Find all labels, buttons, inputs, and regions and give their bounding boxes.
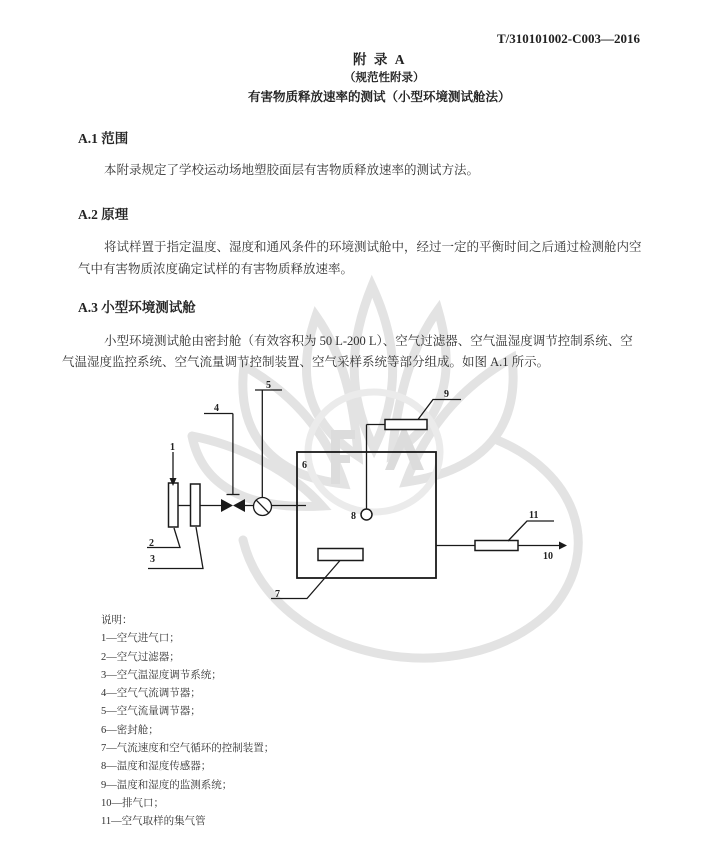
figure-label-9: 9 — [444, 389, 449, 400]
legend-item-1: 1—空气进气口； — [101, 633, 180, 645]
legend-title: 说明： — [101, 615, 133, 626]
section-a1-heading: A.1 范围 — [78, 131, 129, 146]
figure-label-1: 1 — [170, 442, 175, 453]
temp-humidity-sensor-circle — [361, 509, 372, 520]
figure-label-8: 8 — [351, 511, 356, 522]
section-a3-heading: A.3 小型环境测试舱 — [78, 300, 196, 315]
figure-legend — [101, 612, 274, 832]
figure-label-10: 10 — [543, 551, 553, 562]
sampling-tube-rect — [475, 541, 518, 551]
circulation-control-rect — [318, 549, 363, 561]
appendix-normative-subtitle: （规范性附录） — [344, 72, 425, 84]
section-a3-line1: 小型环境测试舱由密封舱（有效容积为 50 L-200 L）、空气过滤器、空气温湿度调节控制系统、空 — [104, 334, 633, 348]
figure-label-6: 6 — [302, 460, 307, 471]
legend-item-11: 11—空气取样的集气管 — [101, 816, 206, 828]
legend-item-10: 10—排气口； — [101, 797, 164, 809]
figure-label-5: 5 — [266, 380, 271, 391]
figure-label-3: 3 — [150, 554, 155, 565]
legend-item-6: 6—密封舱； — [101, 724, 159, 736]
section-a1-body: 本附录规定了学校运动场地塑胶面层有害物质释放速率的测试方法。 — [104, 163, 480, 177]
section-a2-line1: 将试样置于指定温度、湿度和通风条件的环境测试舱中，经过一定的平衡时间之后通过检测舱内空 — [104, 240, 642, 254]
legend-item-2: 2—空气过滤器； — [101, 651, 180, 663]
exhaust-arrowhead — [559, 542, 567, 550]
legend-item-4: 4—空气气流调节器； — [101, 688, 201, 700]
legend-item-8: 8—温度和湿度传感器； — [101, 761, 212, 773]
figure-label-4: 4 — [214, 403, 219, 414]
legend-item-9: 9—温度和湿度的监测系统； — [101, 779, 233, 791]
section-a3-line2: 气温湿度监控系统、空气流量调节控制装置、空气采样系统等部分组成。如图 A.1 所示。 — [62, 355, 550, 369]
figure-label-2: 2 — [149, 538, 154, 549]
humidity-conditioner-rect — [191, 484, 201, 526]
section-a2-line2: 气中有害物质浓度确定试样的有害物质释放速率。 — [78, 262, 354, 276]
legend-item-5: 5—空气流量调节器； — [101, 706, 201, 718]
valve-right-triangle — [233, 499, 245, 512]
legend-item-7: 7—气流速度和空气循环的控制装置； — [101, 743, 275, 755]
air-filter-rect — [169, 483, 179, 527]
monitoring-system-rect — [385, 420, 427, 430]
figure-label-11: 11 — [529, 510, 539, 521]
appendix-subject-title: 有害物质释放速率的测试（小型环境测试舱法） — [248, 90, 511, 104]
appendix-title: 附 录 A — [353, 52, 407, 67]
doc-reference: T/310101002-C003—2016 — [497, 31, 640, 46]
section-a2-heading: A.2 原理 — [78, 207, 129, 222]
figure-label-7: 7 — [275, 589, 280, 600]
valve-left-triangle — [221, 499, 233, 512]
legend-item-3: 3—空气温湿度调节系统； — [101, 669, 222, 681]
